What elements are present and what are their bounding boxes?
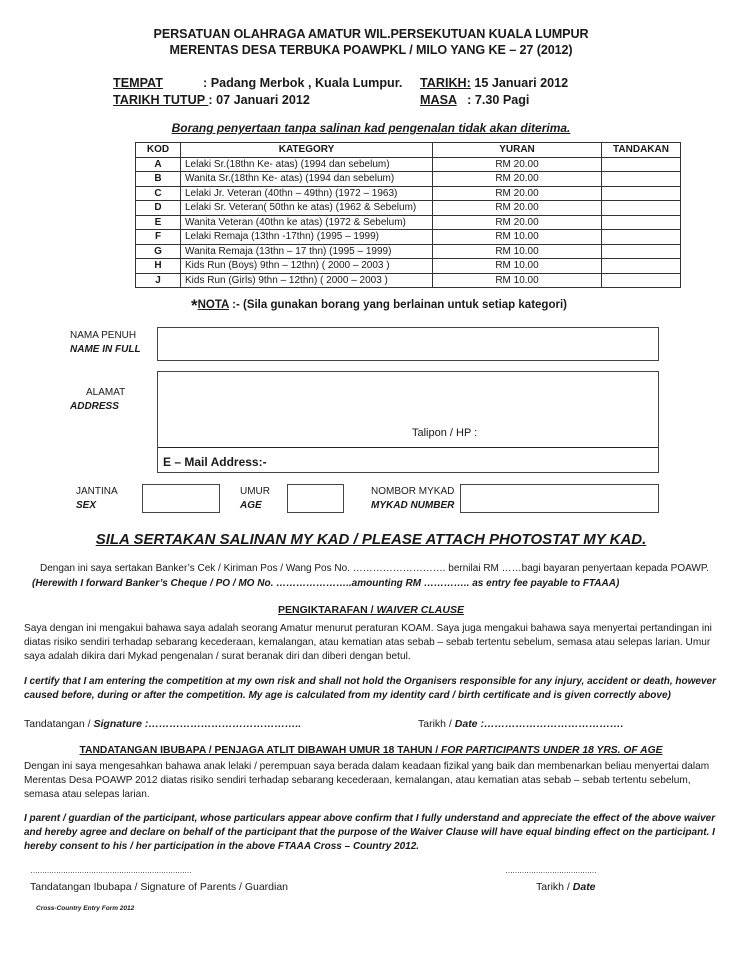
category-fee: RM 10.00 (433, 259, 602, 274)
category-fee: RM 10.00 (433, 273, 602, 288)
name-label (70, 329, 141, 357)
closing-date-value: : 07 Januari 2012 (208, 93, 310, 107)
category-name: Kids Run (Girls) 9thn – 12thn) ( 2000 – 2003 ) (181, 273, 433, 288)
address-label-en: ADDRESS (70, 401, 119, 412)
mykad-label (371, 485, 454, 513)
category-mark[interactable] (602, 230, 681, 245)
category-code: G (136, 244, 181, 259)
category-code: A (136, 157, 181, 172)
age-label-ms: UMUR (240, 486, 270, 497)
time-label: MASA (420, 93, 457, 107)
payment-en: (Herewith I forward Banker’s Cheque / PO / MO No. …………………..amounting RM ………….. as entry fee payable to FTAAA) (32, 578, 620, 589)
category-code: B (136, 172, 181, 187)
name-label-en: NAME IN FULL (70, 344, 141, 355)
guardian-date-label-en: Date (572, 881, 596, 893)
category-mark[interactable] (602, 244, 681, 259)
category-code: H (136, 259, 181, 274)
attach-notice: SILA SERTAKAN SALINAN MY KAD / PLEASE ATTACH PHOTOSTAT MY KAD. (95, 531, 647, 548)
category-fee: RM 20.00 (433, 157, 602, 172)
col-tandakan: TANDAKAN (602, 143, 681, 158)
closing-date-label: TARIKH TUTUP (113, 93, 209, 107)
category-fee: RM 10.00 (433, 230, 602, 245)
category-name: Lelaki Remaja (13thn -17thn) (1995 – 1999) (181, 230, 433, 245)
category-code: F (136, 230, 181, 245)
guardian-date-label-ms: Tarikh / (536, 881, 573, 893)
guardian-title (0, 745, 742, 756)
category-name: Lelaki Sr. Veteran( 50thn ke atas) (1962 & Sebelum) (181, 201, 433, 216)
signature-label-ms: Tandatangan / (24, 718, 94, 730)
category-mark[interactable] (602, 273, 681, 288)
age-label (240, 485, 270, 513)
waiver-text-en: I certify that I am entering the competition at my own risk and shall not hold the Organisers responsible for any injury, accident or death, however caused before, during or after the competition. My age is calculated from my identity card / birth certificate and is given correctly above) (24, 676, 716, 701)
sex-label-ms: JANTINA (76, 486, 118, 497)
col-kod: KOD (136, 143, 181, 158)
category-mark[interactable] (602, 172, 681, 187)
mykad-label-ms: NOMBOR MYKAD (371, 486, 455, 497)
table-row (136, 172, 681, 187)
category-fee: RM 20.00 (433, 186, 602, 201)
category-fee: RM 20.00 (433, 215, 602, 230)
guardian-signature-dots[interactable]: …………………………………………………………… (30, 866, 191, 875)
address-field[interactable] (158, 372, 658, 447)
email-label[interactable]: E – Mail Address:- (163, 455, 267, 469)
event-date-value: 15 Januari 2012 (470, 76, 569, 90)
event-date-label: TARIKH: (420, 76, 471, 90)
category-mark[interactable] (602, 201, 681, 216)
category-code: C (136, 186, 181, 201)
guardian-title-ms: TANDATANGAN IBUBAPA / PENJAGA ATLIT DIBAWAH UMUR 18 TAHUN / (79, 745, 442, 756)
guardian-text-ms: Dengan ini saya mengesahkan bahawa anak lelaki / perempuan saya berada dalam keadaan fizikal yang baik dan membenarkan beliau menyertai dalam Merentas Desa POAWP 2012 diatas risiko sendiri terhadap sebarang kecederaan, kemalangan, atau kematian atas sebab – sebab tertentu sebelum, semasa atau selepas larian. (24, 761, 710, 800)
signature-label-en: Signature :…………………………………….. (93, 718, 302, 730)
time-row (420, 93, 529, 107)
footer-label: Cross-Country Entry Form 2012 (36, 905, 135, 912)
venue-label: TEMPAT (113, 76, 163, 90)
category-code: D (136, 201, 181, 216)
waiver-text-ms: Saya dengan ini mengakui bahawa saya adalah seorang Amatur menurut peraturan KOAM. Saya juga mengakui bahawa saya menyertai pertandingan ini diatas risiko sendiri terhadap sebarang kecederaan, kemalangan, atau kematian atas sebab – sebab tertentu sebelum, semasa atau selepas larian. Umur saya adalah dikira dari Mykad pengenalan / surat beranak diri dan diberi dengan betul. (24, 623, 712, 662)
category-name: Lelaki Sr.(18thn Ke- atas) (1994 dan sebelum) (181, 157, 433, 172)
waiver-title-en: WAIVER CLAUSE (376, 604, 464, 616)
category-fee: RM 10.00 (433, 244, 602, 259)
category-table (135, 142, 681, 288)
mykad-field[interactable] (460, 484, 659, 513)
payment-ms: Dengan ini saya sertakan Banker’s Cek / Kiriman Pos / Wang Pos No. ………………………. bernilai RM ……bagi bayaran penyertaan kepada POAWP. (40, 563, 709, 574)
guardian-title-en: FOR PARTICIPANTS UNDER 18 YRS. OF AGE (441, 745, 663, 756)
category-fee: RM 20.00 (433, 172, 602, 187)
address-block (157, 371, 659, 473)
closing-date-row (113, 93, 310, 107)
divider (158, 447, 658, 448)
age-label-en: AGE (240, 500, 262, 511)
nota-label: NOTA (197, 299, 229, 311)
sex-label (76, 485, 118, 513)
date-label-en: Date :…………………………………. (454, 718, 624, 730)
age-field[interactable] (287, 484, 344, 513)
sex-label-en: SEX (76, 500, 97, 511)
event-date-row (420, 76, 568, 90)
asterisk: * (191, 296, 198, 315)
category-name: Kids Run (Boys) 9thn – 12thn) ( 2000 – 2003 ) (181, 259, 433, 274)
mykad-label-en: MYKAD NUMBER (371, 500, 455, 511)
table-row (136, 215, 681, 230)
category-mark[interactable] (602, 157, 681, 172)
org-title: PERSATUAN OLAHRAGA AMATUR WIL.PERSEKUTUAN KUALA LUMPUR (153, 27, 589, 41)
category-name: Wanita Remaja (13thn – 17 thn) (1995 – 1999) (181, 244, 433, 259)
event-title: MERENTAS DESA TERBUKA POAWPKL / MILO YANG KE – 27 (2012) (169, 43, 573, 57)
nota-text: :- (Sila gunakan borang yang berlainan untuk setiap kategori) (228, 299, 567, 311)
category-code: J (136, 273, 181, 288)
time-value: : 7.30 Pagi (456, 93, 530, 107)
waiver-title-ms: PENGIKTARAFAN / (278, 604, 377, 616)
category-mark[interactable] (602, 259, 681, 274)
category-name: Wanita Veteran (40thn ke atas) (1972 & Sebelum) (181, 215, 433, 230)
guardian-text-en: I parent / guardian of the participant, whose particulars appear above confirm that I fully understand and appreciate the effect of the above waiver and hereby agree and declare on behalf of the participant that the purpose of the Waiver Clause will have equal binding effect on the participant. I hereby consent to his / her participation in the above FTAAA Cross – Country 2012. (24, 813, 716, 852)
waiver-title (0, 604, 742, 616)
date-line[interactable] (418, 718, 623, 730)
table-row (136, 186, 681, 201)
nota-line (191, 293, 567, 313)
table-row (136, 259, 681, 274)
table-row (136, 273, 681, 288)
table-row (136, 230, 681, 245)
table-row (136, 244, 681, 259)
name-field[interactable] (157, 327, 659, 361)
signature-line[interactable] (24, 718, 301, 730)
venue-row (113, 76, 402, 90)
address-label (70, 386, 125, 414)
guardian-date-dots[interactable]: ………………………………… (505, 866, 596, 875)
col-yuran: YURAN (433, 143, 602, 158)
id-notice: Borang penyertaan tanpa salinan kad pengenalan tidak akan diterima. (171, 121, 571, 135)
name-label-ms: NAMA PENUH (70, 330, 137, 341)
category-fee: RM 20.00 (433, 201, 602, 216)
category-name: Lelaki Jr. Veteran (40thn – 49thn) (1972 – 1963) (181, 186, 433, 201)
category-name: Wanita Sr.(18thn Ke- atas) (1994 dan sebelum) (181, 172, 433, 187)
table-row (136, 201, 681, 216)
phone-label: Talipon / HP : (412, 427, 478, 439)
table-header-row (136, 143, 681, 158)
table-row (136, 157, 681, 172)
address-label-ms: ALAMAT (86, 387, 126, 398)
col-kategory: KATEGORY (181, 143, 433, 158)
venue-value: : Padang Merbok , Kuala Lumpur. (203, 76, 403, 90)
guardian-signature-label: Tandatangan Ibubapa / Signature of Parents / Guardian (30, 881, 289, 893)
category-code: E (136, 215, 181, 230)
category-mark[interactable] (602, 215, 681, 230)
guardian-date-label (536, 881, 596, 893)
date-label-ms: Tarikh / (418, 718, 455, 730)
sex-field[interactable] (142, 484, 220, 513)
category-mark[interactable] (602, 186, 681, 201)
